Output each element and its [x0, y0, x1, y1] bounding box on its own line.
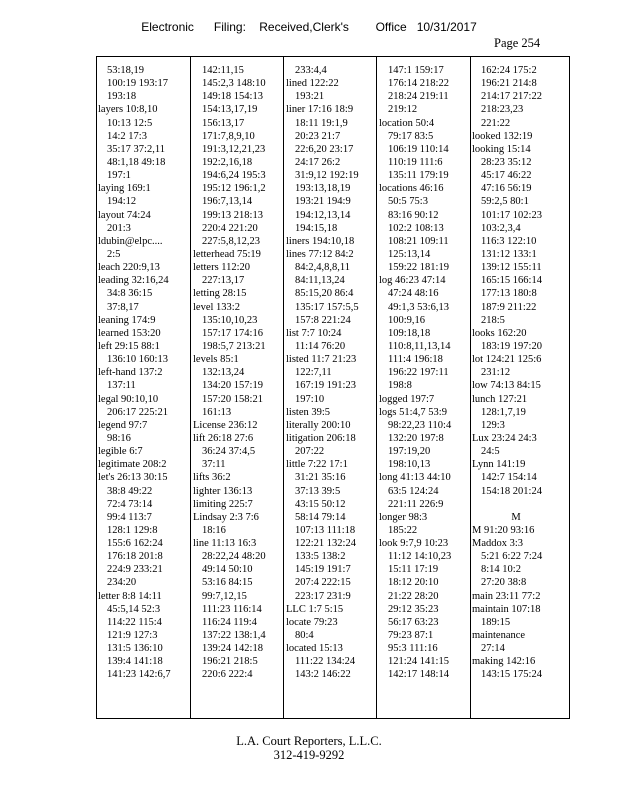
- index-entry-line: lifts 36:2: [193, 472, 231, 484]
- index-entry-line: 197:1: [107, 170, 131, 182]
- index-entry-line: 156:13,17: [202, 117, 245, 129]
- index-entry-line: 233:4,4: [295, 65, 327, 76]
- index-entry-line: lot 124:21 125:6: [472, 354, 542, 366]
- index-entry-line: 193:13,18,19: [295, 183, 351, 195]
- index-column-4: [379, 64, 467, 682]
- index-entry-line: 2:5: [107, 248, 121, 260]
- index-entry-line: 142:17 148:14: [388, 669, 449, 681]
- index-entry-line: litigation 206:18: [286, 432, 356, 444]
- index-entry-line: level 133:2: [193, 301, 240, 313]
- index-entry-line: 35:17 37:2,11: [107, 143, 165, 155]
- index-entry-line: 196:21 214:8: [481, 78, 537, 90]
- index-entry-line: maintenance: [472, 630, 526, 642]
- index-entry-line: 37:13 39:5: [295, 485, 341, 497]
- index-entry-line: 43:15 50:12: [295, 498, 346, 510]
- column-divider: [470, 56, 471, 719]
- index-entry-line: 143:15 175:24: [481, 669, 542, 681]
- index-entry-line: log 46:23 47:14: [379, 275, 446, 287]
- index-entry-line: legitimate 208:2: [98, 459, 167, 471]
- index-entry-line: longer 98:3: [379, 511, 428, 523]
- index-entry-line: 18:11 19:1,9: [295, 117, 348, 129]
- index-entry-line: levels 85:1: [193, 354, 239, 366]
- index-entry-line: look 9:7,9 10:23: [379, 538, 449, 550]
- index-entry-line: layers 10:8,10: [98, 104, 158, 116]
- index-entry-line: list 7:7 10:24: [286, 327, 342, 339]
- index-entry-line: 196:22 197:11: [388, 367, 449, 379]
- index-entry-line: listen 39:5: [286, 406, 331, 418]
- index-entry-line: located 15:13: [286, 643, 343, 655]
- court-reporter-phone: 312-419-9292: [273, 748, 345, 762]
- index-entry-line: 133:5 138:2: [295, 551, 346, 563]
- index-entry-line: 176:14 218:22: [388, 78, 449, 90]
- index-entry-line: 135:17 157:5,5: [295, 301, 359, 313]
- index-entry-line: 18:12 20:10: [388, 577, 439, 589]
- index-column-1: [98, 64, 186, 682]
- index-entry-line: 31:21 35:16: [295, 472, 346, 484]
- index-entry-line: 95:3 111:16: [388, 643, 438, 655]
- blank-line: [472, 498, 560, 511]
- index-entry-line: 136:10 160:13: [107, 354, 168, 366]
- index-entry-line: 185:22: [388, 524, 418, 536]
- index-entry-line: 137:22 138:1,4: [202, 630, 266, 642]
- index-entry-line: laying 169:1: [98, 183, 151, 195]
- index-entry-line: 29:12 35:23: [388, 603, 439, 615]
- index-entry-line: 14:2 17:3: [107, 130, 147, 142]
- index-entry-line: 221:22: [481, 117, 511, 129]
- index-entry-line: Maddox 3:3: [472, 538, 524, 550]
- index-entry-line: 154:13,17,19: [202, 104, 258, 116]
- index-entry-line: literally 200:10: [286, 419, 351, 431]
- index-entry-line: 171:7,8,9,10: [202, 130, 255, 142]
- index-entry-line: 176:18 201:8: [107, 551, 163, 563]
- index-entry-line: 72:4 73:14: [107, 498, 153, 510]
- index-entry-line: 50:5 75:3: [388, 196, 428, 208]
- index-entry-line: letterhead 75:19: [193, 248, 261, 260]
- index-entry-line: locate 79:23: [286, 616, 338, 628]
- index-entry-line: 177:13 180:8: [481, 288, 537, 300]
- index-entry-line: 58:14 79:14: [295, 511, 346, 523]
- index-entry-line: 132:13,24: [202, 367, 245, 379]
- index-entry-line: 38:8 49:22: [107, 485, 153, 497]
- index-entry-line: 31:9,12 192:19: [295, 170, 359, 182]
- index-entry-line: 161:13: [202, 406, 232, 418]
- index-entry-line: 141:23 142:6,7: [107, 669, 171, 681]
- index-entry-line: 227:13,17: [202, 275, 245, 287]
- index-entry-line: Lux 23:24 24:3: [472, 432, 537, 444]
- index-entry-line: 194:6,24 195:3: [202, 170, 266, 182]
- index-entry-line: 108:21 109:11: [388, 235, 449, 247]
- index-entry-line: LLC 1:7 5:15: [286, 603, 344, 615]
- index-entry-line: 56:17 63:23: [388, 616, 439, 628]
- index-entry-line: 143:2 146:22: [295, 669, 351, 681]
- index-entry-line: 18:16: [202, 524, 226, 536]
- index-entry-line: main 23:11 77:2: [472, 590, 541, 602]
- index-entry-line: 198:8: [388, 380, 412, 392]
- index-entry-line: lined 122:22: [286, 78, 339, 90]
- index-entry-line: 196:7,13,14: [202, 196, 253, 208]
- index-entry-line: 131:5 136:10: [107, 643, 163, 655]
- index-entry-line: 194:12,13,14: [295, 209, 351, 221]
- index-entry-line: M: [511, 511, 521, 523]
- index-entry-line: low 74:13 84:15: [472, 380, 541, 392]
- index-entry-line: 21:22 28:20: [388, 590, 439, 602]
- index-entry-line: 128:1,7,19: [481, 406, 526, 418]
- index-entry-line: limiting 225:7: [193, 498, 253, 510]
- index-entry-line: 142:7 154:14: [481, 472, 537, 484]
- index-entry-line: 132:20 197:8: [388, 432, 444, 444]
- index-entry-line: 207:22: [295, 446, 325, 458]
- index-entry-line: learned 153:20: [98, 327, 161, 339]
- footer: [0, 734, 618, 762]
- index-entry-line: location 50:4: [379, 117, 435, 129]
- index-entry-line: 227:5,8,12,23: [202, 235, 261, 247]
- index-entry-line: looks 162:20: [472, 327, 527, 339]
- index-entry-line: 198:10,13: [388, 459, 431, 471]
- index-entry-line: little 7:22 17:1: [286, 459, 348, 471]
- index-entry-line: 157:17 174:16: [202, 327, 263, 339]
- index-entry-line: 98:16: [107, 432, 131, 444]
- index-entry-line: 53:18,19: [107, 65, 145, 76]
- index-entry-line: 83:16 90:12: [388, 209, 439, 221]
- index-entry-line: 193:21 194:9: [295, 196, 351, 208]
- index-entry-line: letter 8:8 14:11: [98, 590, 162, 602]
- index-entry-line: 145:2,3 148:10: [202, 78, 266, 90]
- index-entry-line: 80:4: [295, 630, 314, 642]
- index-entry-line: 139:12 155:11: [481, 262, 542, 274]
- index-entry-line: 189:15: [481, 616, 511, 628]
- index-entry-line: line 11:13 16:3: [193, 538, 257, 550]
- index-entry-line: leading 32:16,24: [98, 275, 169, 287]
- index-entry-line: 111:22 134:24: [295, 656, 356, 668]
- index-entry-line: 134:20 157:19: [202, 380, 263, 392]
- index-entry-line: 231:12: [481, 367, 511, 379]
- index-entry-line: 154:18 201:24: [481, 485, 542, 497]
- index-entry-line: 218:24 219:11: [388, 91, 449, 103]
- index-entry-line: legible 6:7: [98, 446, 143, 458]
- index-entry-line: 84:11,13,24: [295, 275, 345, 287]
- index-entry-line: 187:9 211:22: [481, 301, 537, 313]
- index-entry-line: locations 46:16: [379, 183, 444, 195]
- index-entry-line: liner 17:16 18:9: [286, 104, 354, 116]
- index-entry-line: 28:22,24 48:20: [202, 551, 266, 563]
- index-entry-line: 122:21 132:24: [295, 538, 356, 550]
- index-entry-line: lunch 127:21: [472, 393, 528, 405]
- index-entry-line: 157:8 221:24: [295, 314, 351, 326]
- index-entry-line: 59:2,5 80:1: [481, 196, 529, 208]
- index-entry-line: 199:13 218:13: [202, 209, 263, 221]
- index-entry-line: 28:23 35:12: [481, 156, 532, 168]
- index-entry-line: 53:16 84:15: [202, 577, 253, 589]
- index-entry-line: 116:3 122:10: [481, 235, 537, 247]
- index-entry-line: 79:17 83:5: [388, 130, 434, 142]
- column-divider: [190, 56, 191, 719]
- index-entry-line: left-hand 137:2: [98, 367, 163, 379]
- index-entry-line: 165:15 166:14: [481, 275, 542, 287]
- index-entry-line: 137:11: [107, 380, 136, 392]
- index-entry-line: 85:15,20 86:4: [295, 288, 354, 300]
- index-entry-line: 109:18,18: [388, 327, 431, 339]
- index-entry-line: 192:2,16,18: [202, 156, 253, 168]
- index-entry-line: long 41:13 44:10: [379, 472, 451, 484]
- index-entry-line: 223:17 231:9: [295, 590, 351, 602]
- index-entry-line: 48:1,18 49:18: [107, 156, 166, 168]
- index-entry-line: 128:1 129:8: [107, 524, 158, 536]
- index-entry-line: 224:9 233:21: [107, 564, 163, 576]
- index-entry-line: 107:13 111:18: [295, 524, 356, 536]
- index-entry-line: leach 220:9,13: [98, 262, 160, 274]
- index-entry-line: 234:20: [107, 577, 137, 589]
- column-divider: [376, 56, 377, 719]
- index-entry-line: letters 112:20: [193, 262, 251, 274]
- index-entry-line: 220:6 222:4: [202, 669, 253, 681]
- index-entry-line: layout 74:24: [98, 209, 151, 221]
- index-entry-line: 79:23 87:1: [388, 630, 434, 642]
- index-entry-line: 34:8 36:15: [107, 288, 153, 300]
- index-entry-line: 131:12 133:1: [481, 248, 537, 260]
- index-entry-line: logs 51:4,7 53:9: [379, 406, 447, 418]
- index-entry-line: 195:12 196:1,2: [202, 183, 266, 195]
- index-entry-line: 145:19 191:7: [295, 564, 351, 576]
- index-entry-line: 47:24 48:16: [388, 288, 439, 300]
- index-entry-line: 162:24 175:2: [481, 65, 537, 76]
- index-entry-line: 37:8,17: [107, 301, 139, 313]
- index-entry-line: 218:5: [481, 314, 505, 326]
- index-entry-line: 196:21 218:5: [202, 656, 258, 668]
- index-entry-line: looking 15:14: [472, 143, 531, 155]
- index-entry-line: 45:17 46:22: [481, 170, 532, 182]
- index-column-3: [286, 64, 374, 682]
- index-entry-line: 20:23 21:7: [295, 130, 341, 142]
- index-entry-line: Lindsay 2:3 7:6: [193, 511, 259, 523]
- index-entry-line: legend 97:7: [98, 419, 148, 431]
- page-number: Page 254: [494, 36, 541, 50]
- index-entry-line: ldubin@elpc....: [98, 235, 163, 247]
- index-entry-line: 139:4 141:18: [107, 656, 163, 668]
- index-entry-line: 135:10,10,23: [202, 314, 258, 326]
- index-entry-line: 214:17 217:22: [481, 91, 542, 103]
- index-entry-line: liners 194:10,18: [286, 235, 355, 247]
- index-entry-line: 193:18: [107, 91, 137, 103]
- index-entry-line: 218:23,23: [481, 104, 524, 116]
- index-entry-line: 157:20 158:21: [202, 393, 263, 405]
- index-entry-line: 147:1 159:17: [388, 65, 444, 76]
- index-entry-line: 122:7,11: [295, 367, 332, 379]
- index-entry-line: 100:19 193:17: [107, 78, 168, 90]
- index-entry-line: 206:17 225:21: [107, 406, 168, 418]
- index-entry-line: 111:4 196:18: [388, 354, 443, 366]
- index-entry-line: lighter 136:13: [193, 485, 253, 497]
- index-entry-line: 135:11 179:19: [388, 170, 449, 182]
- index-entry-line: 36:24 37:4,5: [202, 446, 256, 458]
- index-entry-line: 11:14 76:20: [295, 340, 346, 352]
- index-entry-line: lift 26:18 27:6: [193, 432, 254, 444]
- index-column-5: [472, 64, 560, 682]
- index-entry-line: 24:17 26:2: [295, 156, 341, 168]
- index-entry-line: left 29:15 88:1: [98, 340, 160, 352]
- index-entry-line: legal 90:10,10: [98, 393, 159, 405]
- index-entry-line: License 236:12: [193, 419, 258, 431]
- court-reporter-name: L.A. Court Reporters, L.L.C.: [236, 734, 382, 748]
- index-entry-line: lines 77:12 84:2: [286, 248, 354, 260]
- index-entry-line: Lynn 141:19: [472, 459, 526, 471]
- index-entry-line: maintain 107:18: [472, 603, 541, 615]
- index-entry-line: logged 197:7: [379, 393, 435, 405]
- index-entry-line: 155:6 162:24: [107, 538, 163, 550]
- index-entry-line: 99:7,12,15: [202, 590, 247, 602]
- index-entry-line: 102:2 108:13: [388, 222, 444, 234]
- index-entry-line: 220:4 221:20: [202, 222, 258, 234]
- index-entry-line: 193:21: [295, 91, 325, 103]
- index-entry-line: 167:19 191:23: [295, 380, 356, 392]
- index-entry-line: 219:12: [388, 104, 418, 116]
- column-divider: [283, 56, 284, 719]
- index-entry-line: 129:3: [481, 419, 505, 431]
- index-entry-line: 63:5 124:24: [388, 485, 439, 497]
- index-entry-line: 121:24 141:15: [388, 656, 449, 668]
- index-entry-line: 10:13 12:5: [107, 117, 153, 129]
- index-entry-line: M 91:20 93:16: [472, 524, 535, 536]
- index-entry-line: 106:19 110:14: [388, 143, 449, 155]
- index-entry-line: 110:19 111:6: [388, 156, 443, 168]
- index-entry-line: 198:5,7 213:21: [202, 340, 266, 352]
- filing-header: Electronic Filing: Received,Clerk's Office 10/31/2017: [141, 20, 477, 34]
- index-entry-line: 110:8,11,13,14: [388, 340, 451, 352]
- index-entry-line: 101:17 102:23: [481, 209, 542, 221]
- index-entry-line: 197:10: [295, 393, 325, 405]
- index-entry-line: 47:16 56:19: [481, 183, 532, 195]
- index-entry-line: 24:5: [481, 446, 500, 458]
- index-entry-line: 191:3,12,21,23: [202, 143, 266, 155]
- index-entry-line: 84:2,4,8,8,11: [295, 262, 351, 274]
- index-entry-line: 116:24 119:4: [202, 616, 257, 628]
- index-entry-line: let's 26:13 30:15: [98, 472, 168, 484]
- index-entry-line: 49:1,3 53:6,13: [388, 301, 449, 313]
- index-entry-line: 142:11,15: [202, 65, 244, 76]
- index-entry-line: 22:6,20 23:17: [295, 143, 354, 155]
- index-entry-line: 27:20 38:8: [481, 577, 527, 589]
- index-entry-line: 114:22 115:4: [107, 616, 162, 628]
- index-entry-line: 125:13,14: [388, 248, 431, 260]
- index-entry-line: leaning 174:9: [98, 314, 156, 326]
- index-entry-line: 121:9 127:3: [107, 630, 158, 642]
- index-entry-line: listed 11:7 21:23: [286, 354, 357, 366]
- index-entry-line: 37:11: [202, 459, 226, 471]
- index-entry-line: 15:11 17:19: [388, 564, 439, 576]
- index-entry-line: 194:12: [107, 196, 137, 208]
- index-entry-line: 221:11 226:9: [388, 498, 444, 510]
- index-entry-line: 207:4 222:15: [295, 577, 351, 589]
- index-entry-line: 111:23 116:14: [202, 603, 262, 615]
- index-entry-line: 201:3: [107, 222, 131, 234]
- index-entry-line: making 142:16: [472, 656, 536, 668]
- index-entry-line: 100:9,16: [388, 314, 426, 326]
- index-entry-line: 8:14 10:2: [481, 564, 521, 576]
- index-entry-line: letting 28:15: [193, 288, 247, 300]
- index-column-2: [193, 64, 281, 682]
- index-entry-line: 45:5,14 52:3: [107, 603, 161, 615]
- index-entry-line: 98:22,23 110:4: [388, 419, 452, 431]
- index-entry-line: looked 132:19: [472, 130, 533, 142]
- index-entry-line: 197:19,20: [388, 446, 431, 458]
- index-entry-line: 139:24 142:18: [202, 643, 263, 655]
- index-entry-line: 5:21 6:22 7:24: [481, 551, 543, 563]
- index-entry-line: 183:19 197:20: [481, 340, 542, 352]
- index-entry-line: 99:4 113:7: [107, 511, 152, 523]
- index-entry-line: 159:22 181:19: [388, 262, 449, 274]
- index-entry-line: 103:2,3,4: [481, 222, 521, 234]
- index-entry-line: 27:14: [481, 643, 505, 655]
- index-entry-line: 194:15,18: [295, 222, 338, 234]
- index-entry-line: 11:12 14:10,23: [388, 551, 452, 563]
- index-entry-line: 49:14 50:10: [202, 564, 253, 576]
- index-entry-line: 149:18 154:13: [202, 91, 263, 103]
